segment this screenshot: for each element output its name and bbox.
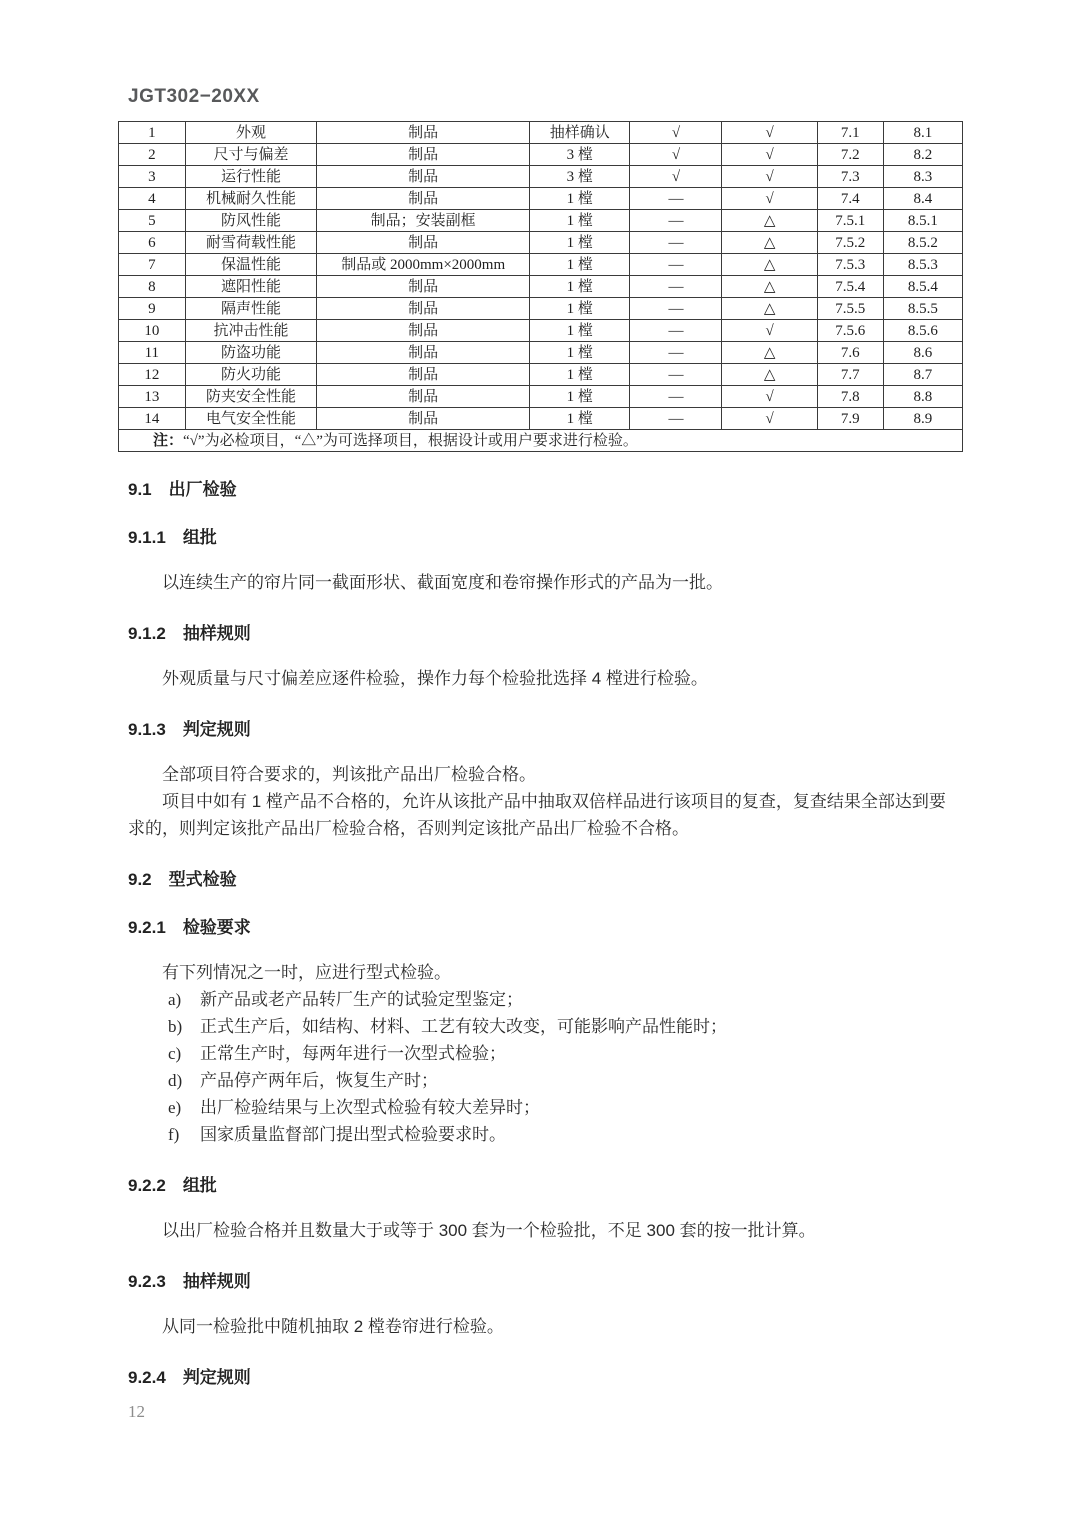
- table-cell: 8.5.3: [883, 254, 962, 276]
- table-cell: —: [630, 254, 722, 276]
- table-cell: 制品: [317, 144, 530, 166]
- section-number: 9.2.3: [128, 1272, 166, 1291]
- table-cell: 14: [119, 408, 186, 430]
- section-heading-9-2: [128, 869, 954, 890]
- table-cell: △: [722, 254, 817, 276]
- list-item: [128, 1040, 954, 1067]
- table-cell: 8.3: [883, 166, 962, 188]
- table-cell: 1 樘: [530, 342, 630, 364]
- list-item-text: 正常生产时，每两年进行一次型式检验；: [200, 1044, 506, 1063]
- section-title: 组批: [182, 528, 217, 547]
- table-cell: 抽样确认: [530, 122, 630, 144]
- table-cell: —: [630, 386, 722, 408]
- page-number: 12: [128, 1402, 145, 1421]
- table-cell: —: [630, 298, 722, 320]
- document-code-header: JGT302−20XX: [128, 86, 260, 107]
- list-item-text: 出厂检验结果与上次型式检验有较大差异时；: [200, 1098, 540, 1117]
- section-title: 组批: [182, 1176, 217, 1195]
- table-cell: 1 樘: [530, 408, 630, 430]
- table-cell: 8.5.6: [883, 320, 962, 342]
- table-cell: —: [630, 276, 722, 298]
- paragraph: 项目中如有 1 樘产品不合格的，允许从该批产品中抽取双倍样品进行该项目的复查，复查结果全部达到要求的，则判定该批产品出厂检验合格，否则判定该批产品出厂检验不合格。: [128, 792, 946, 838]
- table-cell: √: [722, 144, 817, 166]
- table-row: [119, 276, 963, 298]
- section-heading-9-2-4: [128, 1367, 954, 1388]
- table-cell: √: [722, 386, 817, 408]
- list-item: [128, 1094, 954, 1121]
- table-cell: 遮阳性能: [185, 276, 317, 298]
- list-item-text: 正式生产后，如结构、材料、工艺有较大改变，可能影响产品性能时；: [200, 1017, 727, 1036]
- table-cell: △: [722, 276, 817, 298]
- table-cell: 7.6: [817, 342, 883, 364]
- list-item-text: 产品停产两年后，恢复生产时；: [200, 1071, 438, 1090]
- table-cell: 隔声性能: [185, 298, 317, 320]
- paragraph: 全部项目符合要求的，判该批产品出厂检验合格。: [162, 765, 536, 784]
- table-cell: 8.4: [883, 188, 962, 210]
- table-cell: 制品: [317, 342, 530, 364]
- table-cell: 7.5.5: [817, 298, 883, 320]
- table-cell: √: [722, 188, 817, 210]
- list-item: [128, 1013, 954, 1040]
- table-cell: √: [722, 320, 817, 342]
- table-cell: 防火功能: [185, 364, 317, 386]
- section-heading-9-1-3: [128, 719, 954, 740]
- section-number: 9.1.1: [128, 528, 166, 547]
- table-row: [119, 122, 963, 144]
- table-cell: 7.5.3: [817, 254, 883, 276]
- table-cell: 抗冲击性能: [185, 320, 317, 342]
- table-cell: 8.9: [883, 408, 962, 430]
- table-cell: 1 樘: [530, 188, 630, 210]
- list-item-label: a): [168, 990, 182, 1009]
- table-cell: —: [630, 364, 722, 386]
- condition-list: [128, 986, 954, 1148]
- table-cell: 3: [119, 166, 186, 188]
- table-cell: 8.8: [883, 386, 962, 408]
- table-row: [119, 188, 963, 210]
- table-row: [119, 408, 963, 430]
- table-cell: 8.2: [883, 144, 962, 166]
- table-cell: 机械耐久性能: [185, 188, 317, 210]
- table-cell: 13: [119, 386, 186, 408]
- paragraph: 以出厂检验合格并且数量大于或等于 300 套为一个检验批，不足 300 套的按一批计算。: [162, 1221, 816, 1240]
- table-cell: 外观: [185, 122, 317, 144]
- table-row: [119, 144, 963, 166]
- table-cell: 制品: [317, 276, 530, 298]
- table-cell: 尺寸与偏差: [185, 144, 317, 166]
- list-item-label: b): [168, 1017, 183, 1036]
- section-title: 抽样规则: [182, 624, 251, 643]
- table-cell: 7.5.4: [817, 276, 883, 298]
- table-cell: 制品: [317, 122, 530, 144]
- table-note-cell: [119, 430, 963, 452]
- table-cell: 7.7: [817, 364, 883, 386]
- section-number: 9.1: [128, 480, 152, 499]
- table-cell: 1 樘: [530, 298, 630, 320]
- table-cell: 制品: [317, 232, 530, 254]
- table-cell: 制品: [317, 188, 530, 210]
- table-row: [119, 232, 963, 254]
- table-cell: 8.6: [883, 342, 962, 364]
- table-cell: 保温性能: [185, 254, 317, 276]
- table-cell: √: [722, 122, 817, 144]
- paragraph: 外观质量与尺寸偏差应逐件检验，操作力每个检验批选择 4 樘进行检验。: [162, 669, 708, 688]
- section-title: 抽样规则: [182, 1272, 251, 1291]
- table-row: [119, 298, 963, 320]
- table-cell: △: [722, 298, 817, 320]
- table-cell: —: [630, 210, 722, 232]
- table-row: [119, 364, 963, 386]
- paragraph: 从同一检验批中随机抽取 2 樘卷帘进行检验。: [162, 1317, 504, 1336]
- table-row: [119, 342, 963, 364]
- table-cell: 7.5.2: [817, 232, 883, 254]
- table-cell: 7.3: [817, 166, 883, 188]
- table-cell: △: [722, 210, 817, 232]
- table-cell: △: [722, 342, 817, 364]
- table-cell: 8.1: [883, 122, 962, 144]
- section-number: 9.2.1: [128, 918, 166, 937]
- table-cell: △: [722, 364, 817, 386]
- table-row: [119, 166, 963, 188]
- section-title: 判定规则: [182, 1368, 251, 1387]
- note-text: “√”为必检项目，“△”为可选择项目，根据设计或用户要求进行检验。: [183, 432, 638, 449]
- table-cell: 制品: [317, 386, 530, 408]
- table-cell: —: [630, 320, 722, 342]
- table-cell: 6: [119, 232, 186, 254]
- paragraph: 以连续生产的帘片同一截面形状、截面宽度和卷帘操作形式的产品为一批。: [162, 573, 723, 592]
- section-title: 型式检验: [168, 870, 237, 889]
- section-heading-9-2-2: [128, 1175, 954, 1196]
- list-item-label: e): [168, 1098, 182, 1117]
- table-cell: 电气安全性能: [185, 408, 317, 430]
- table-cell: 制品；安装副框: [317, 210, 530, 232]
- list-item-label: c): [168, 1044, 182, 1063]
- table-cell: 1 樘: [530, 364, 630, 386]
- table-cell: 制品: [317, 364, 530, 386]
- list-item-label: d): [168, 1071, 183, 1090]
- table-cell: 防夹安全性能: [185, 386, 317, 408]
- table-cell: 1 樘: [530, 276, 630, 298]
- table-cell: 2: [119, 144, 186, 166]
- table-cell: √: [722, 166, 817, 188]
- section-number: 9.1.2: [128, 624, 166, 643]
- inspection-items-table: [118, 121, 963, 452]
- table-cell: —: [630, 408, 722, 430]
- table-cell: 运行性能: [185, 166, 317, 188]
- table-cell: 9: [119, 298, 186, 320]
- table-cell: 8: [119, 276, 186, 298]
- table-cell: △: [722, 232, 817, 254]
- table-cell: 1 樘: [530, 386, 630, 408]
- section-title: 出厂检验: [168, 480, 237, 499]
- table-cell: 1 樘: [530, 254, 630, 276]
- table-cell: √: [630, 122, 722, 144]
- table-note-row: [119, 430, 963, 452]
- table-cell: 5: [119, 210, 186, 232]
- list-item-text: 国家质量监督部门提出型式检验要求时。: [200, 1125, 506, 1144]
- table-cell: 防盗功能: [185, 342, 317, 364]
- section-number: 9.2.4: [128, 1368, 166, 1387]
- table-cell: 制品: [317, 408, 530, 430]
- table-row: [119, 386, 963, 408]
- table-cell: 8.5.5: [883, 298, 962, 320]
- table-cell: √: [722, 408, 817, 430]
- table-cell: 8.5.1: [883, 210, 962, 232]
- table-cell: 10: [119, 320, 186, 342]
- table-cell: 7.5.6: [817, 320, 883, 342]
- table-cell: 7.9: [817, 408, 883, 430]
- section-number: 9.2.2: [128, 1176, 166, 1195]
- section-heading-9-1-1: [128, 527, 954, 548]
- table-cell: 防风性能: [185, 210, 317, 232]
- list-item: [128, 986, 954, 1013]
- table-cell: 7.8: [817, 386, 883, 408]
- table-cell: 1 樘: [530, 320, 630, 342]
- section-heading-9-1-2: [128, 623, 954, 644]
- list-item: [128, 1067, 954, 1094]
- note-label: 注：: [153, 432, 184, 449]
- table-cell: 1 樘: [530, 210, 630, 232]
- inspection-table-body: [119, 122, 963, 430]
- table-cell: 4: [119, 188, 186, 210]
- table-cell: —: [630, 232, 722, 254]
- section-heading-9-2-3: [128, 1271, 954, 1292]
- table-cell: 7.1: [817, 122, 883, 144]
- table-cell: 7.5.1: [817, 210, 883, 232]
- table-cell: 制品: [317, 320, 530, 342]
- table-cell: —: [630, 342, 722, 364]
- table-cell: 制品: [317, 298, 530, 320]
- table-cell: 3 樘: [530, 166, 630, 188]
- table-row: [119, 320, 963, 342]
- section-number: 9.2: [128, 870, 152, 889]
- section-title: 判定规则: [182, 720, 251, 739]
- section-number: 9.1.3: [128, 720, 166, 739]
- table-cell: 1 樘: [530, 232, 630, 254]
- table-cell: 制品: [317, 166, 530, 188]
- table-cell: 8.5.2: [883, 232, 962, 254]
- table-cell: 7.2: [817, 144, 883, 166]
- section-heading-9-2-1: [128, 917, 954, 938]
- table-cell: 8.5.4: [883, 276, 962, 298]
- table-cell: √: [630, 166, 722, 188]
- table-cell: 耐雪荷载性能: [185, 232, 317, 254]
- paragraph: 有下列情况之一时，应进行型式检验。: [162, 963, 451, 982]
- table-cell: 3 樘: [530, 144, 630, 166]
- table-cell: 7: [119, 254, 186, 276]
- list-item-label: f): [168, 1125, 180, 1144]
- table-cell: 12: [119, 364, 186, 386]
- table-cell: 8.7: [883, 364, 962, 386]
- table-cell: 7.4: [817, 188, 883, 210]
- table-row: [119, 254, 963, 276]
- table-cell: √: [630, 144, 722, 166]
- table-cell: —: [630, 188, 722, 210]
- table-cell: 11: [119, 342, 186, 364]
- table-cell: 1: [119, 122, 186, 144]
- list-item-text: 新产品或老产品转厂生产的试验定型鉴定；: [200, 990, 523, 1009]
- table-row: [119, 210, 963, 232]
- section-heading-9-1: [128, 479, 954, 500]
- section-title: 检验要求: [182, 918, 251, 937]
- list-item: [128, 1121, 954, 1148]
- table-cell: 制品或 2000mm×2000mm: [317, 254, 530, 276]
